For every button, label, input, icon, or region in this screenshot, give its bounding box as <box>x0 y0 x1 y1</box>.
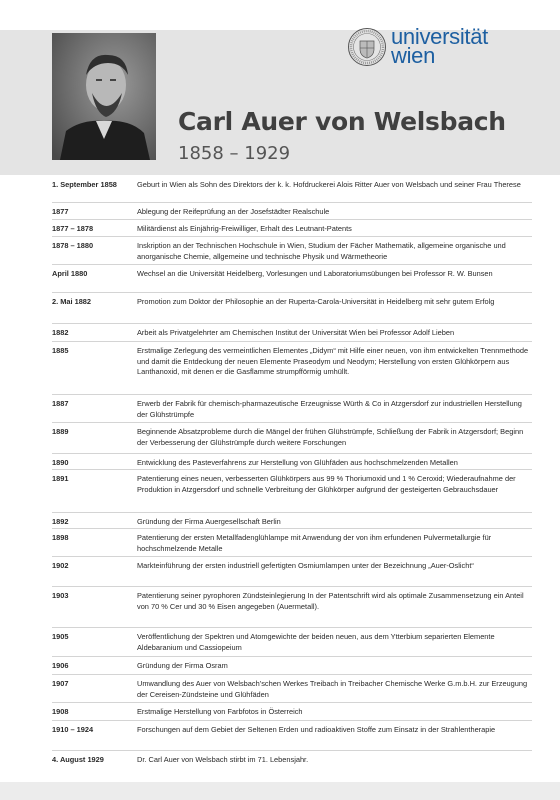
entry-text: Gründung der Firma Osram <box>137 661 228 670</box>
row-divider <box>52 323 532 324</box>
row-divider <box>52 627 532 628</box>
entry-text: Arbeit als Privatgelehrter am Chemischen Institut der Universität Wien bei Professor Adolf Lieben <box>137 328 455 337</box>
entry-date: 1887 <box>52 399 69 408</box>
entry-date: 1903 <box>52 591 69 600</box>
entry-text: Promotion zum Doktor der Philosophie an der Ruperta-Carola-Universität in Heidelberg mit sehr gutem Erfolg <box>137 297 495 306</box>
row-divider <box>52 720 532 721</box>
entry-date: 1878 – 1880 <box>52 241 94 250</box>
entry-date: 1890 <box>52 458 69 467</box>
logo-text <box>391 24 488 68</box>
row-divider <box>52 422 532 423</box>
entry-date: 1891 <box>52 474 69 483</box>
entry-date: 1. September 1858 <box>52 180 117 189</box>
row-divider <box>52 586 532 587</box>
row-divider <box>52 394 532 395</box>
entry-text: Inskription an der Technischen Hochschule in Wien, Studium der Fächer Mathematik, allgemeine organische und anorganische Chemie, allgemeine und technische Physik und Wärmetheorie <box>137 241 506 261</box>
entry-date: 1908 <box>52 707 69 716</box>
entry-text: Patentierung seiner pyrophoren Zündsteinlegierung In der Patentschrift wird als optimale Zusammensetzung ein Anteil von 70 % Cer und 30 % Eisen angegeben (Auermetall). <box>137 591 524 611</box>
row-divider <box>52 453 532 454</box>
entry-text: Erstmalige Herstellung von Farbfotos in Österreich <box>137 707 303 716</box>
entry-date: 1889 <box>52 427 69 436</box>
entry-date: 1882 <box>52 328 69 337</box>
page-title: Carl Auer von Welsbach <box>178 107 506 136</box>
entry-text: Militärdienst als Einjährig-Freiwilliger, Erhalt des Leutnant-Patents <box>137 224 352 233</box>
entry-text: Erwerb der Fabrik für chemisch-pharmazeutische Erzeugnisse Würth & Co in Atzgersdorf zur industriellen Herstellung der Glühstrümpfe <box>137 399 522 419</box>
university-logo[interactable] <box>347 25 517 73</box>
footer-band <box>0 782 560 800</box>
entry-text: Veröffentlichung der Spektren und Atomgewichte der beiden neuen, aus dem Ytterbium separierten Elemente Aldebaranium und Cassiopeium <box>137 632 495 652</box>
entry-date: 1898 <box>52 533 69 542</box>
entry-text: Entwicklung des Pasteverfahrens zur Herstellung von Glühfäden aus hochschmelzenden Metallen <box>137 458 458 467</box>
entry-text: Gründung der Firma Auergesellschaft Berlin <box>137 517 281 526</box>
entry-text: Markteinführung der ersten industriell gefertigten Osmiumlampen unter der Bezeichnung „Auer-Oslicht“ <box>137 561 474 570</box>
row-divider <box>52 341 532 342</box>
row-divider <box>52 219 532 220</box>
entry-date: 4. August 1929 <box>52 755 104 764</box>
row-divider <box>52 528 532 529</box>
entry-date: 1910 – 1924 <box>52 725 94 734</box>
entry-date: 1892 <box>52 517 69 526</box>
entry-text: Erstmalige Zerlegung des vermeintlichen Elementes „Didym“ mit Hilfe einer neuen, von ihm entwickelten Trennmethode und damit die Entdeckung der neuen Elemente Praseodym und Neodym; Herstellung von ersten Glühkörpern aus Lanthanoxid, mit denen er die Gasflamme strumpfförmig umhüllt. <box>137 346 529 377</box>
entry-text: Umwandlung des Auer von Welsbach’schen Werkes Treibach in Treibacher Chemische Werke G.m.b.H. zur Erzeugung der Cereisen-Zündsteine und Glühfäden <box>137 679 528 699</box>
entry-text: Wechsel an die Universität Heidelberg, Vorlesungen und Laboratoriumsübungen bei Professor R. W. Bunsen <box>137 269 493 278</box>
row-divider <box>52 292 532 293</box>
entry-text: Patentierung der ersten Metallfadenglühlampe mit Anwendung der von ihm erfundenen Pulvermetallurgie für hochschmelzende Metalle <box>137 533 492 553</box>
entry-date: 1902 <box>52 561 69 570</box>
entry-text: Ablegung der Reifeprüfung an der Josefstädter Realschule <box>137 207 330 216</box>
entry-date: 1906 <box>52 661 69 670</box>
logo-line-2: wien <box>391 43 436 68</box>
university-seal-icon <box>347 27 387 67</box>
entry-date: 1905 <box>52 632 69 641</box>
life-years: 1858 – 1929 <box>178 143 291 164</box>
row-divider <box>52 702 532 703</box>
row-divider <box>52 656 532 657</box>
portrait-photo <box>52 33 156 160</box>
row-divider <box>52 556 532 557</box>
row-divider <box>52 674 532 675</box>
entry-text: Dr. Carl Auer von Welsbach stirbt im 71. Lebensjahr. <box>137 755 309 764</box>
row-divider <box>52 469 532 470</box>
row-divider <box>52 236 532 237</box>
entry-text: Patentierung eines neuen, verbesserten Glühkörpers aus 99 % Thoriumoxid und 1 % Ceroxid; Wiederaufnahme der Produktion in Atzgersdorf und schnelle Verbreitung der Glühkörper aufgrund der gesteigerten Gebrauchsdauer <box>137 474 516 494</box>
entry-text: Geburt in Wien als Sohn des Direktors der k. k. Hofdruckerei Alois Ritter Auer von Welsbach und seiner Frau Therese <box>137 180 521 189</box>
row-divider <box>52 264 532 265</box>
row-divider <box>52 750 532 751</box>
row-divider <box>52 512 532 513</box>
entry-date: 1877 – 1878 <box>52 224 94 233</box>
entry-date: 1907 <box>52 679 69 688</box>
entry-date: April 1880 <box>52 269 88 278</box>
row-divider <box>52 202 532 203</box>
logo-line-1: universität <box>391 24 488 49</box>
entry-text: Forschungen auf dem Gebiet der Seltenen Erden und radioaktiven Stoffe zum Einsatz in der Strahlentherapie <box>137 725 496 734</box>
entry-date: 2. Mai 1882 <box>52 297 92 306</box>
entry-text: Beginnende Absatzprobleme durch die Mängel der frühen Glühstrümpfe, Schließung der Fabrik in Atzgersdorf; Beginn der Verbesserung der Glühstrümpfe durch weitere Forschungen <box>137 427 524 447</box>
entry-date: 1877 <box>52 207 69 216</box>
entry-date: 1885 <box>52 346 69 355</box>
